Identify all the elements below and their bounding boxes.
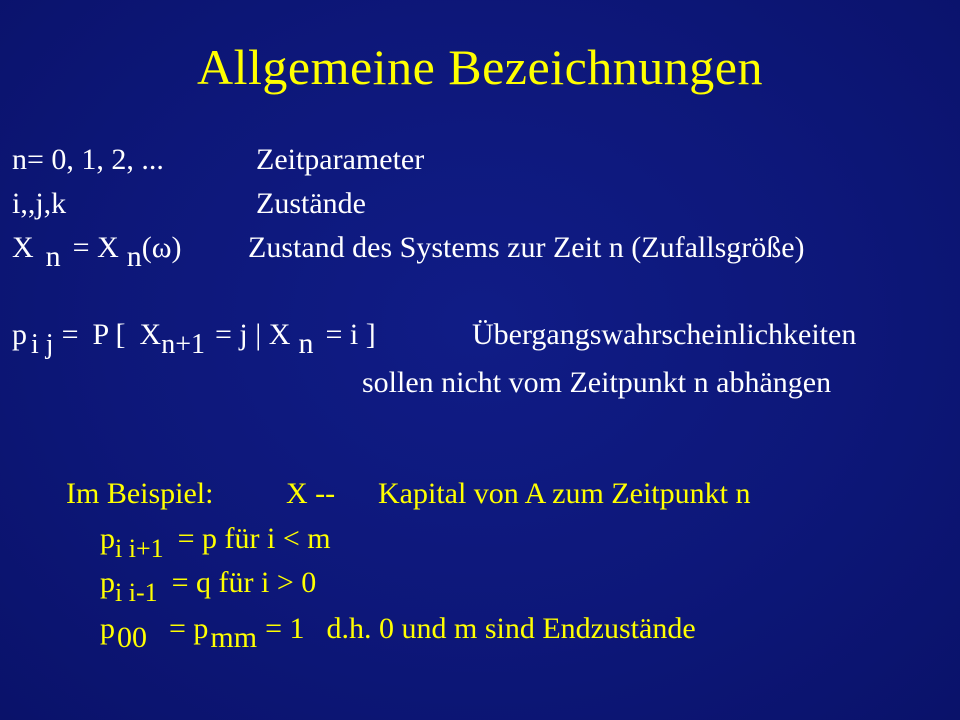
meaning-random-variable: Zustand des Systems zur Zeit n (Zufallsgröße): [248, 231, 805, 264]
row-up-text: = p für i < m: [177, 522, 331, 555]
example-heading: Im Beispiel:: [66, 477, 214, 510]
row-down-text: = q für i > 0: [171, 566, 317, 599]
meaning-time-parameter: Zeitparameter: [256, 143, 425, 176]
symbol-p: p: [12, 318, 27, 351]
definition-time-parameter: [12, 143, 164, 177]
meaning-time-homogeneous: sollen nicht vom Zeitpunkt n abhängen: [362, 366, 832, 399]
subscript-n: n: [45, 240, 61, 273]
example-row-down: [100, 566, 317, 607]
omega-argument: (ω): [141, 231, 182, 264]
symbol-p: p: [100, 522, 115, 555]
absorbing-note: d.h. 0 und m sind Endzustände: [326, 612, 696, 645]
symbol-p: p: [100, 612, 115, 645]
meaning-states: Zustände: [256, 187, 366, 220]
equals-x: = X: [72, 231, 119, 264]
subscript-i-iplus1: i i+1: [115, 534, 164, 563]
subscript-n: n: [126, 240, 142, 273]
symbol-n-values: n= 0, 1, 2, ...: [12, 143, 164, 176]
symbol-states: i,,j,k: [12, 187, 67, 220]
example-x-label: X --: [286, 477, 336, 510]
subscript-i-iminus1: i i-1: [115, 578, 158, 607]
condition-text: = j | X: [215, 318, 291, 351]
meaning-transition-probabilities: Übergangswahrscheinlichkeiten: [472, 318, 857, 351]
slide-title: Allgemeine Bezeichnungen: [197, 39, 763, 95]
equals-p: = p: [169, 612, 209, 645]
example-x-meaning: Kapital von A zum Zeitpunkt n: [378, 477, 751, 510]
symbol-x-next: X: [139, 318, 162, 351]
definition-transition-probability: [12, 318, 376, 360]
example-row-absorbing: [100, 612, 696, 654]
condition-close: = i ]: [325, 318, 376, 351]
symbol-x: X: [12, 231, 34, 264]
probability-open: P [: [92, 318, 126, 351]
subscript-00: 00: [117, 621, 147, 654]
example-row-up: [100, 522, 331, 563]
subscript-ij: i j: [31, 329, 54, 360]
equals-sign: =: [61, 318, 79, 351]
subscript-n-plus-1: n+1: [161, 329, 206, 360]
equals-one: = 1: [265, 612, 305, 645]
subscript-mm: mm: [210, 621, 258, 654]
subscript-n: n: [298, 327, 314, 360]
definition-random-variable: [12, 231, 182, 273]
symbol-p: p: [100, 566, 115, 599]
